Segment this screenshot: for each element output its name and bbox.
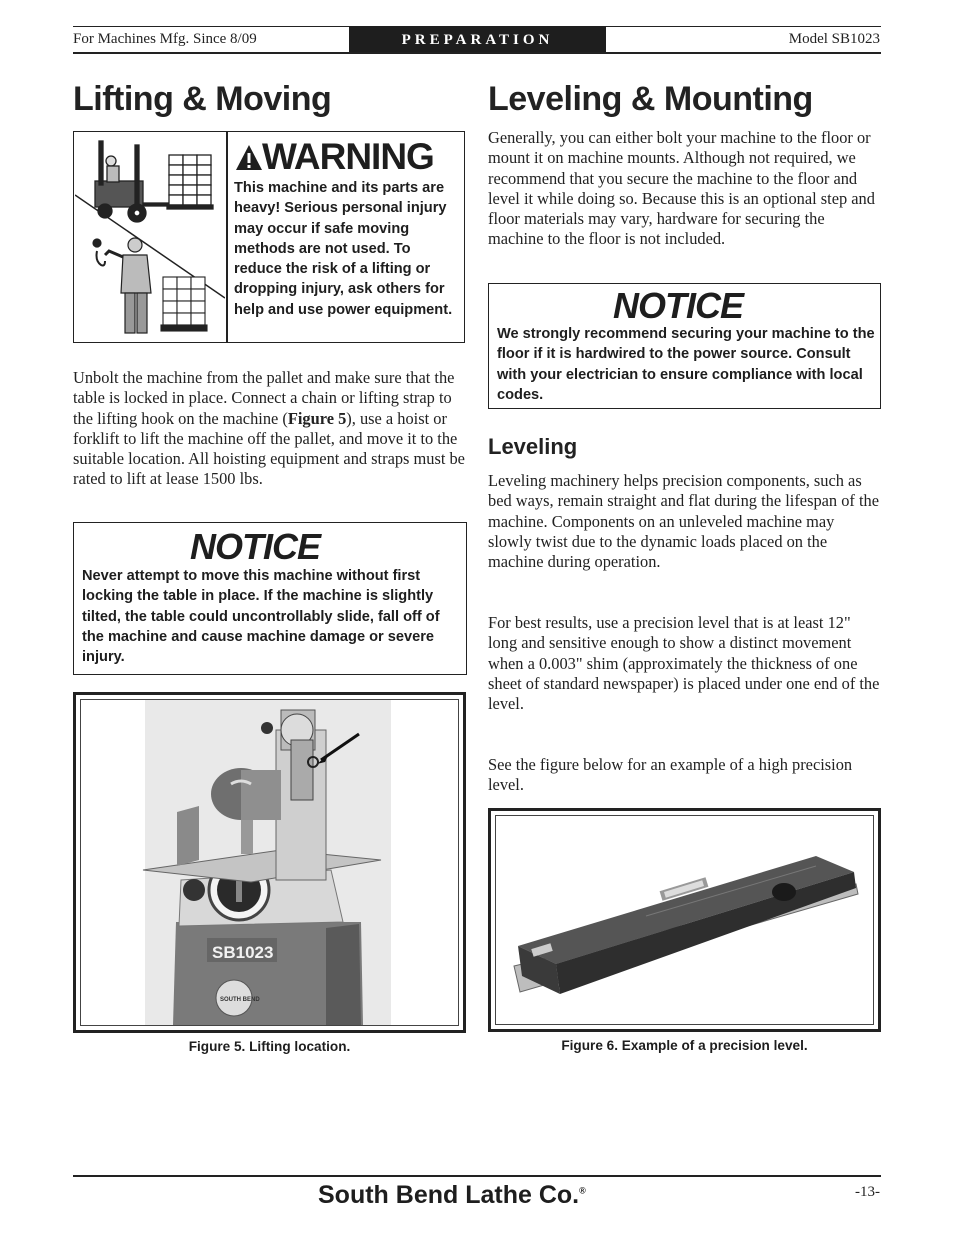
- section-title-band: PREPARATION: [349, 26, 606, 53]
- worker-icon: [93, 238, 151, 333]
- pallet-stack-icon: [161, 277, 207, 331]
- mounting-intro-paragraph: Generally, you can either bolt your machine to the floor or mount it on machine mounts. Although not required, we recommend that you secure the machine to the floor and level it while doing so. Because this is an optional step and floor materials may vary, hardware for securing the machine to the floor is not included.: [488, 128, 875, 249]
- page-number: -13-: [855, 1184, 880, 1200]
- leveling-paragraph-2: For best results, use a precision level that is at least 12" long and sensitive enough to show a distinct movement when a 0.003" shim (approximately the thickness of one sheet of standard newspaper) is placed under one end of the level.: [488, 613, 880, 714]
- leveling-mounting-heading: Leveling & Mounting: [488, 80, 813, 118]
- notice-title-right: NOTICE: [613, 285, 744, 326]
- figure-reference: Figure 5: [287, 408, 347, 428]
- machine-model-label: SB1023: [212, 943, 274, 962]
- registered-mark: ®: [579, 1185, 586, 1196]
- leveling-paragraph-3: See the figure below for an example of a high precision level.: [488, 755, 853, 795]
- footer-rule: [73, 1175, 881, 1177]
- figure-5-caption: Figure 5. Lifting location.: [188, 1039, 351, 1054]
- precision-level-photo: [496, 816, 873, 1024]
- warning-text: This machine and its parts are heavy! Serious personal injury may occur if safe moving methods are not used. To reduce the risk of a lifting or dropping injury, ask others for help and use power equipment.: [234, 180, 453, 318]
- header-model: Model SB1023: [788, 31, 880, 47]
- forklift-icon: [95, 141, 213, 222]
- leveling-subheading: Leveling: [488, 434, 578, 459]
- header-left-text: For Machines Mfg. Since 8/09: [73, 31, 257, 47]
- figure-6-caption: Figure 6. Example of a precision level.: [561, 1038, 808, 1053]
- warning-title: WARNING: [262, 136, 434, 177]
- notice-text-left: Never attempt to move this machine without first locking the table in place. If the machine is slightly tilted, the table could uncontrollably slide, fall off of the machine and cause machine damage or severe injury.: [82, 568, 440, 666]
- warning-divider: [226, 131, 228, 343]
- lifting-illustration: [75, 133, 225, 341]
- notice-text-right: We strongly recommend securing your machine to the floor if it is hardwired to the power source. Consult with your electrician to ensure compliance with local codes.: [497, 326, 875, 403]
- lifting-paragraph: Unbolt the machine from the pallet and make sure that the table is locked in place. Connect a chain or lifting strap to the lifting hook on the machine (Figure 5), use a hoist or forklift to lift the machine off the pallet, and move it to the suitable location. All hoisting equipment and straps must be rated to lift at lease 1500 lbs.: [73, 368, 465, 489]
- footer-brand-logo: South Bend Lathe Co.®: [318, 1181, 586, 1209]
- header-rule: [73, 52, 881, 54]
- warning-triangle-icon: [234, 143, 264, 173]
- leveling-paragraph-1: Leveling machinery helps precision components, such as bed ways, remain straight and flat during the lifespan of the machine. Components on an unleveled machine may slowly twist due to the dynamic loads placed on the machine during operation.: [488, 471, 879, 572]
- figure-5-machine-photo: [81, 700, 458, 1025]
- machine-brand-label: SOUTH BEND: [220, 997, 260, 1003]
- notice-title-left: NOTICE: [190, 526, 321, 567]
- lifting-moving-heading: Lifting & Moving: [73, 80, 332, 118]
